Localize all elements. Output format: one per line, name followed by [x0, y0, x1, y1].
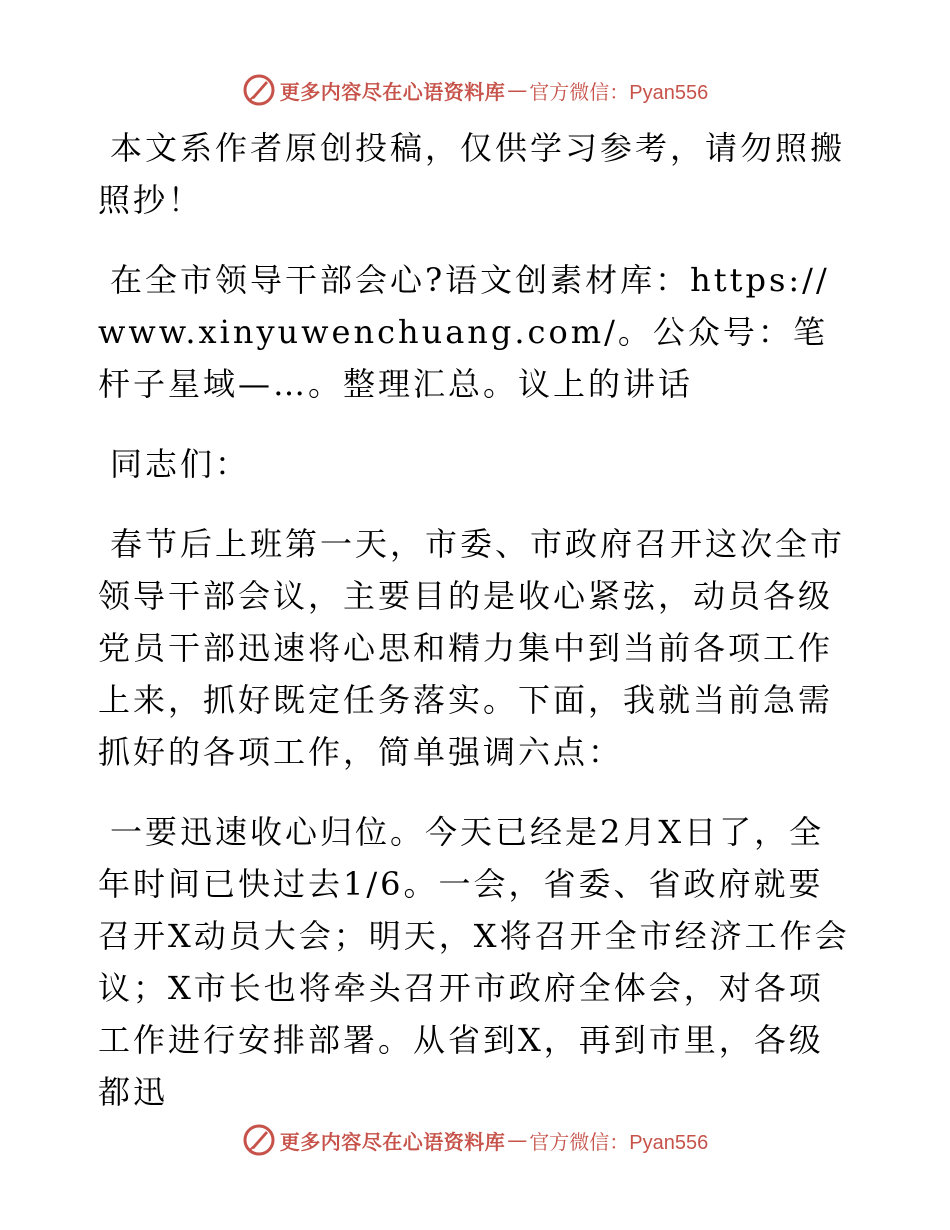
- quill-circle-logo-icon: [242, 1123, 276, 1157]
- banner-separator: —: [507, 78, 528, 102]
- paragraph-title: 在全市领导干部会心?语文创素材库：https://www.xinyuwenchuang.com/。公众号：笔杆子星域—…。整理汇总。议上的讲话: [98, 261, 830, 403]
- quill-circle-logo-icon: [242, 73, 276, 107]
- paragraph-intro: 春节后上班第一天，市委、市政府召开这次全市领导干部会议，主要目的是收心紧弦，动员各级党员干部迅速将心思和精力集中到当前各项工作上来，抓好既定任务落实。下面，我就当前急需抓好的各项工作，简单强调六点：: [98, 525, 846, 771]
- paragraph-salutation: 同志们：: [110, 445, 251, 483]
- document-body: [98, 122, 858, 1146]
- banner-separator: —: [507, 1128, 528, 1152]
- paragraph-disclaimer: 本文系作者原创投稿，仅供学习参考，请勿照搬照抄！: [98, 129, 846, 219]
- banner-title: 更多内容尽在心语资料库: [279, 79, 506, 104]
- banner-title: 更多内容尽在心语资料库: [279, 1129, 506, 1154]
- paragraph-point-one: 一要迅速收心归位。今天已经是2月X日了，全年时间已快过去1/6。一会，省委、省政府就要召开X动员大会；明天，X将召开全市经济工作会议；X市长也将牵头召开市政府全体会，对各项工作进行安排部署。从省到X，再到市里，各级都迅: [98, 813, 850, 1111]
- banner-contact: 官方微信：Pyan556: [529, 1131, 709, 1154]
- banner-contact: 官方微信：Pyan556: [529, 81, 709, 104]
- footer-banner: [0, 1120, 950, 1160]
- header-banner: [0, 70, 950, 110]
